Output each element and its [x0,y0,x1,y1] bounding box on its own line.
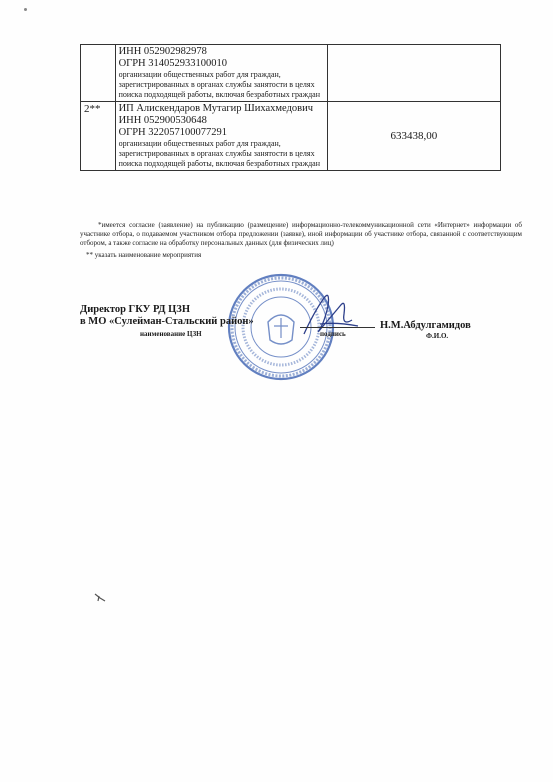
table-row [81,45,501,102]
participants-table [80,44,501,171]
participant-activity: организации общественных работ для граждан, зарегистрированных в органах службы занятости в целях поиска подходящей работы, включая безработных граждан [118,139,320,168]
participant-info-cell [115,102,327,171]
signatory-organization: в МО «Сулейман-Стальский район» [80,316,254,327]
organization-caption: наименование ЦЗН [140,330,202,338]
signatory-block [80,304,254,340]
participant-info-cell [115,45,327,102]
signatory-name: Н.М.Абдулгамидов [380,320,471,331]
amount-value: 633438,00 [327,102,500,171]
amount-cell [327,45,500,102]
signatory-position: Директор ГКУ РД ЦЗН [80,304,190,315]
row-number-cell [81,45,116,102]
signature-caption: подпись [320,330,346,338]
participant-inn: ИНН 052900530648 [118,115,207,126]
participant-ogrn: ОГРН 314052933100010 [118,58,228,69]
signature-line [300,327,375,328]
participant-ogrn: ОГРН 322057100077291 [118,127,228,138]
consent-footnote: *имеется согласие (заявление) на публикацию (размещение) информационно-телекоммуникационной сети «Интернет» информации об участнике отбора, о подаваемом участником отбора предложении (заявке), иной информации об участнике отбора, связанной с соответствующим отбором, а также согласие на обработку персональных данных (для физических лиц) [80,221,522,247]
participant-name: ИП Алискендаров Мутагир Шихахмедович [118,103,314,114]
fio-caption: Ф.И.О. [426,332,449,340]
scan-artifact [94,592,106,604]
scan-speck [24,8,27,11]
event-footnote: ** указать наименование мероприятия [86,251,202,259]
participant-activity: организации общественных работ для граждан, зарегистрированных в органах службы занятости в целях поиска подходящей работы, включая безработных граждан [118,70,320,99]
participant-inn: ИНН 052902982978 [118,46,207,57]
row-number: 2** [81,102,116,171]
table-row [81,102,501,171]
